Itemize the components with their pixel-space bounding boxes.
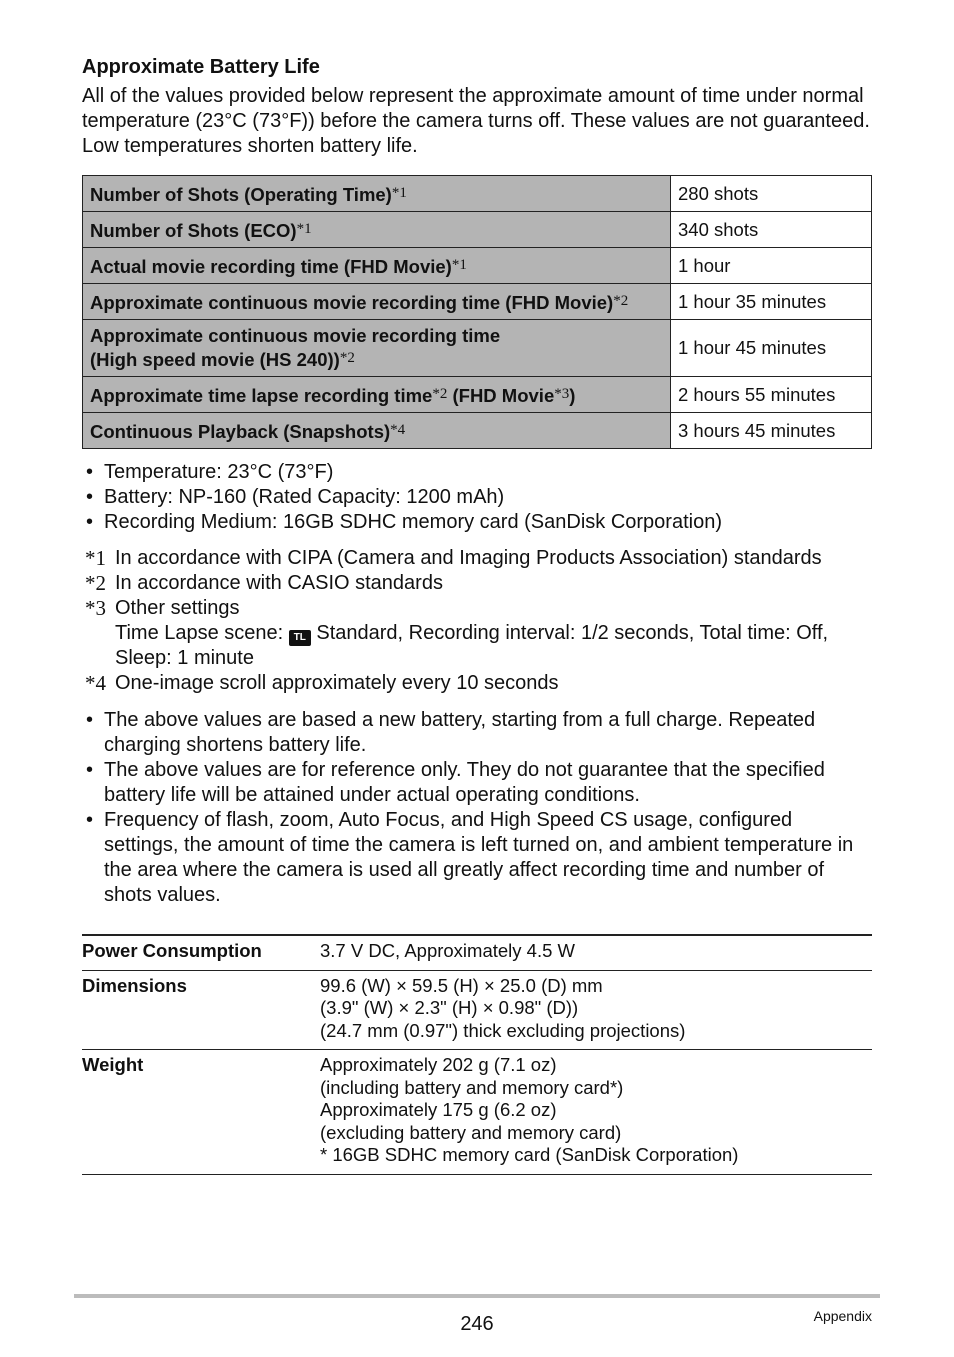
spec-value: (24.7 mm (0.97") thick excluding projections) (320, 1019, 686, 1041)
list-item: • Battery: NP-160 (Rated Capacity: 1200 mAh) (82, 485, 872, 510)
footnote-mark: *2 (85, 571, 106, 595)
table-row (83, 248, 872, 284)
footnote-detail-b: Standard, Recording interval: 1/2 seconds, Total time: Off, Sleep: 1 minute (115, 622, 829, 669)
footnote-ref: *2 (339, 350, 355, 366)
table-row (83, 284, 872, 320)
footnote-ref: *1 (451, 256, 467, 273)
table-row (83, 320, 872, 377)
list-item: • Frequency of flash, zoom, Auto Focus, and High Speed CS usage, configured settings, the amount of time the camera is left turned on, and ambient temperature in the area where the camera is used all greatly affect recording time and number of shots values. (82, 808, 872, 908)
row-label: Continuous Playback (Snapshots) (90, 420, 391, 442)
table-row (83, 176, 872, 212)
list-item: • The above values are for reference only. They do not guarantee that the specified battery life will be attained under actual operating conditions. (82, 758, 872, 808)
row-value: 1 hour 45 minutes (671, 320, 872, 377)
spec-value: Approximately 202 g (7.1 oz) (320, 1054, 557, 1075)
table-row (82, 970, 872, 1050)
page-content (82, 54, 872, 1175)
intro-paragraph: All of the values provided below represent the approximate amount of time under normal temperature (23°C (73°F)) before the camera turns off. These values are not guaranteed. Low temperatures shorten battery life. (82, 85, 870, 157)
list-item: • Recording Medium: 16GB SDHC memory card (SanDisk Corporation) (82, 510, 872, 535)
footnote-2 (82, 571, 872, 596)
row-value: 3 hours 45 minutes (671, 413, 872, 449)
footnote-detail-a: Time Lapse scene: (115, 622, 289, 644)
footnote-ref: *2 (613, 292, 629, 309)
spec-label: Dimensions (82, 970, 320, 1050)
table-row (82, 1050, 872, 1175)
footnote-ref: *1 (296, 220, 312, 237)
row-value: 1 hour 35 minutes (671, 284, 872, 320)
footnote-mark: *4 (85, 671, 106, 695)
row-label: Actual movie recording time (FHD Movie) (90, 255, 452, 277)
row-label-mid: (FHD Movie (447, 384, 555, 406)
row-label-end: ) (569, 384, 576, 406)
footnote-3 (82, 596, 872, 671)
table-row (83, 212, 872, 248)
specifications-table (82, 934, 872, 1175)
footnote-1 (82, 546, 872, 571)
row-label-line2: (High speed movie (HS 240)) (90, 349, 340, 370)
spec-value: (excluding battery and memory card) (320, 1121, 622, 1143)
section-heading: Approximate Battery Life (82, 56, 320, 78)
row-label: Number of Shots (Operating Time) (90, 183, 392, 205)
row-value: 280 shots (671, 176, 872, 212)
footnote-ref: *3 (554, 385, 570, 402)
footnotes (82, 546, 872, 696)
row-value: 2 hours 55 minutes (671, 377, 872, 413)
row-value: 1 hour (671, 248, 872, 284)
row-label: Approximate continuous movie recording time (FHD Movie) (90, 291, 614, 313)
spec-value: 3.7 V DC, Approximately 4.5 W (320, 940, 575, 961)
spec-value: * 16GB SDHC memory card (SanDisk Corporation) (320, 1144, 739, 1165)
footnote-text: Other settings (115, 597, 240, 619)
list-item: • Temperature: 23°C (73°F) (82, 460, 872, 485)
footnote-text: In accordance with CIPA (Camera and Imaging Products Association) standards (115, 547, 822, 569)
spec-value: Approximately 175 g (6.2 oz) (320, 1099, 557, 1120)
footnote-mark: *1 (85, 546, 106, 570)
spec-value: 99.6 (W) × 59.5 (H) × 25.0 (D) mm (320, 974, 603, 996)
spec-value: (3.9" (W) × 2.3" (H) × 0.98" (D)) (320, 997, 579, 1018)
time-lapse-scene-icon: TL (289, 630, 311, 646)
spec-label: Power Consumption (82, 935, 320, 970)
spec-value: (including battery and memory card*) (320, 1076, 624, 1098)
footnote-text: In accordance with CASIO standards (115, 572, 443, 594)
table-row (83, 377, 872, 413)
list-item: • The above values are based a new battery, starting from a full charge. Repeated charging shortens battery life. (82, 708, 872, 758)
footnote-mark: *3 (85, 596, 106, 620)
row-label: Number of Shots (ECO) (90, 219, 297, 241)
spec-label: Weight (82, 1050, 320, 1175)
footnote-text: One-image scroll approximately every 10 seconds (115, 672, 559, 694)
footnote-ref: *2 (432, 385, 448, 402)
footer-divider (74, 1294, 880, 1298)
table-row (83, 413, 872, 449)
footnote-4 (82, 671, 872, 696)
footnote-ref: *1 (391, 184, 407, 201)
row-label: Approximate time lapse recording time (90, 384, 433, 406)
row-label-line1: Approximate continuous movie recording time (90, 325, 501, 346)
battery-life-table (82, 175, 872, 449)
row-value: 340 shots (671, 212, 872, 248)
page-number: 246 (460, 1313, 494, 1335)
footnote-ref: *4 (390, 421, 406, 438)
section-name: Appendix (813, 1308, 872, 1324)
remarks-list (82, 708, 872, 908)
table-row (82, 935, 872, 970)
test-conditions-list (82, 460, 872, 535)
